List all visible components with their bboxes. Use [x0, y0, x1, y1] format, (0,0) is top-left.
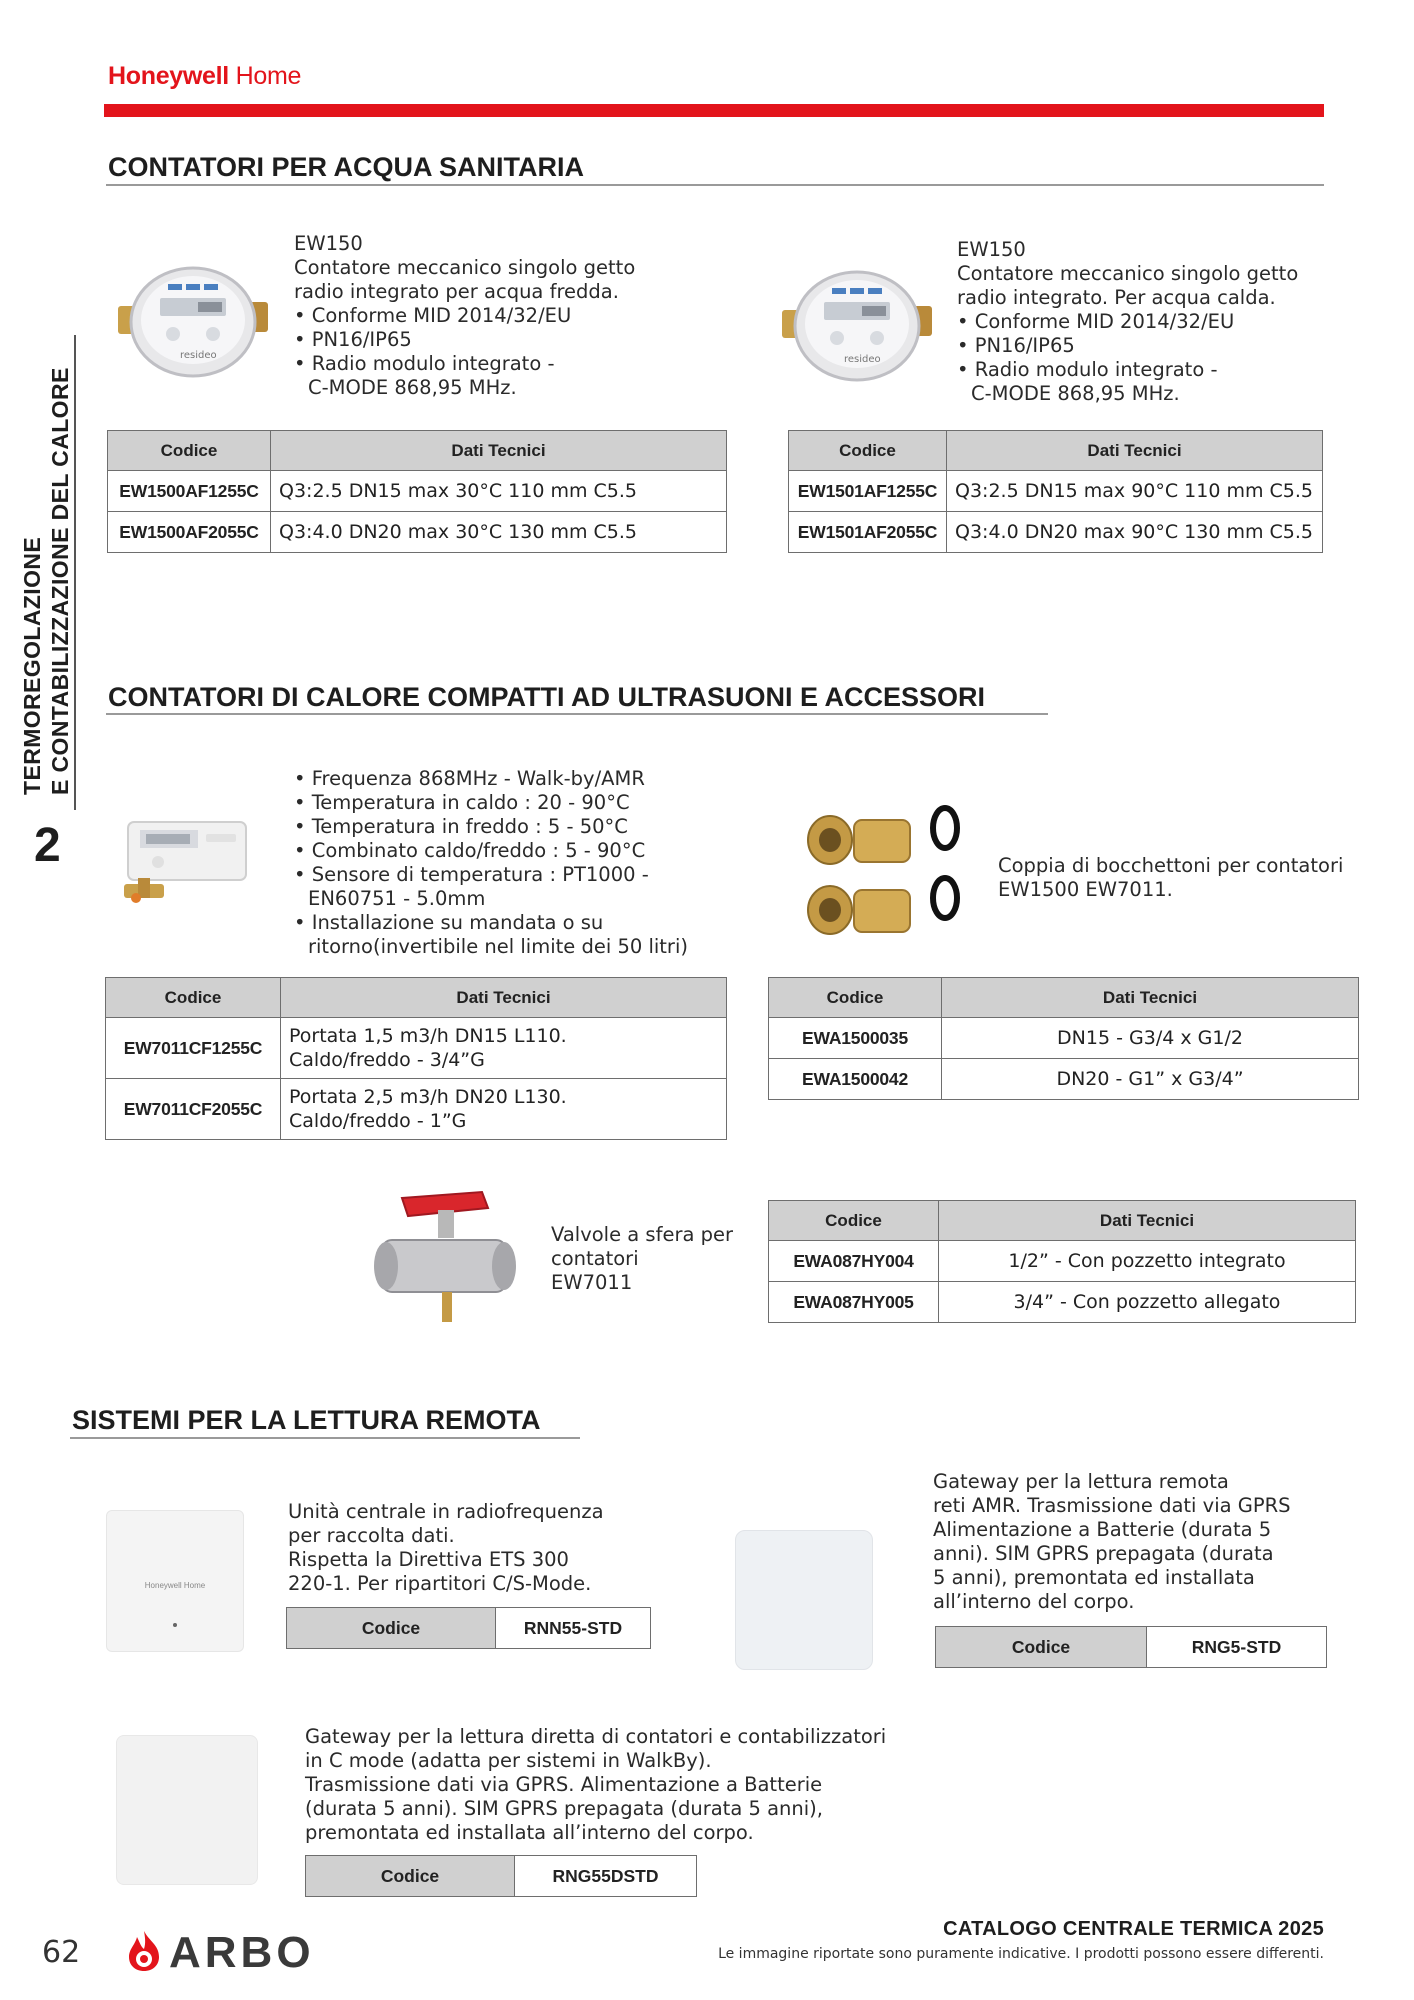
heat-meter-image [118, 800, 258, 910]
table-cell-code: EWA1500035 [769, 1018, 942, 1059]
table-cell-data: 3/4” - Con pozzetto allegato [939, 1282, 1356, 1323]
code-label: Codice [306, 1856, 515, 1896]
description-line: EW1500 EW7011. [998, 878, 1173, 901]
section-divider [106, 184, 1324, 186]
table-cell-code: EW7011CF1255C [106, 1018, 281, 1079]
code-value: RNG5-STD [1147, 1627, 1326, 1667]
description-line: 220-1. Per ripartitori C/S-Mode. [288, 1572, 592, 1595]
table-cell-data: Q3:4.0 DN20 max 90°C 130 mm C5.5 [947, 512, 1323, 553]
bullet-item: • Frequenza 868MHz - Walk-by/AMR [294, 767, 645, 790]
table-row [769, 1018, 1359, 1059]
svg-text:resideo: resideo [180, 350, 217, 361]
flame-icon [125, 1929, 163, 1977]
description-line: (durata 5 anni). SIM GPRS prepagata (durata 5 anni), [305, 1797, 823, 1820]
data-line: Portata 1,5 m3/h DN15 L110. [289, 1025, 567, 1047]
table-cell-code: EWA1500042 [769, 1059, 942, 1100]
description-line: premontata ed installata all’interno del corpo. [305, 1821, 754, 1844]
fittings-description [998, 854, 1358, 902]
ultrasonic-table [105, 977, 727, 1140]
valves-description [551, 1223, 751, 1295]
ball-valve-image [372, 1180, 522, 1340]
section-title-water-meters: CONTATORI PER ACQUA SANITARIA [108, 152, 584, 182]
description-line: Trasmissione dati via GPRS. Alimentazione a Batterie [305, 1773, 823, 1796]
table-cell-data: Q3:2.5 DN15 max 30°C 110 mm C5.5 [271, 471, 727, 512]
gateway-gprs-image [735, 1530, 873, 1670]
column-header-data: Dati Tecnici [942, 978, 1359, 1018]
ew150-hot-table [788, 430, 1323, 553]
water-meter-image [118, 262, 268, 382]
description-line: 5 anni), premontata ed installata [933, 1566, 1255, 1589]
data-line: Portata 2,5 m3/h DN20 L130. [289, 1086, 567, 1108]
description-line: Alimentazione a Batterie (durata 5 [933, 1518, 1272, 1541]
table-cell-data [281, 1079, 727, 1140]
bullet-item: • Radio modulo integrato - [957, 358, 1218, 381]
table-cell-data [281, 1018, 727, 1079]
central-unit-code [286, 1607, 651, 1649]
column-header-data: Dati Tecnici [947, 431, 1323, 471]
section-divider [70, 1437, 580, 1439]
code-value: RNN55-STD [496, 1608, 650, 1648]
data-line: Caldo/freddo - 3/4”G [289, 1049, 485, 1071]
table-cell-code: EW1501AF1255C [789, 471, 947, 512]
table-row [789, 512, 1323, 553]
page-number: 62 [42, 1935, 81, 1970]
table-row [106, 1079, 727, 1140]
bullet-item: • Sensore di temperatura : PT1000 - [294, 863, 649, 886]
section-title-heat-meters: CONTATORI DI CALORE COMPATTI AD ULTRASUONI E ACCESSORI [108, 682, 985, 712]
description-line: Rispetta la Direttiva ETS 300 [288, 1548, 569, 1571]
column-header-code: Codice [106, 978, 281, 1018]
arbo-logo-text: ARBO [169, 1928, 315, 1977]
description-line: per raccolta dati. [288, 1524, 455, 1547]
central-unit-description [288, 1500, 708, 1596]
column-header-code: Codice [108, 431, 271, 471]
description-line: reti AMR. Trasmissione dati via GPRS [933, 1494, 1291, 1517]
table-cell-code: EW1500AF2055C [108, 512, 271, 553]
description-line: in C mode (adatta per sistemi in WalkBy). [305, 1749, 712, 1772]
bullet-item: • Combinato caldo/freddo : 5 - 90°C [294, 839, 646, 862]
description-line: contatori [551, 1247, 639, 1270]
code-label: Codice [287, 1608, 496, 1648]
table-cell-code: EWA087HY005 [769, 1282, 939, 1323]
bullet-item: • Temperatura in caldo : 20 - 90°C [294, 791, 630, 814]
description-line: all’interno del corpo. [933, 1590, 1135, 1613]
bullet-item-continued: ritorno(invertibile nel limite dei 50 litri) [308, 935, 688, 958]
table-cell-data: DN20 - G1” x G3/4” [942, 1059, 1359, 1100]
gateway-gprs-description [933, 1470, 1353, 1614]
header-red-bar [104, 104, 1324, 117]
column-header-code: Codice [789, 431, 947, 471]
disclaimer: Le immagine riportate sono puramente indicative. I prodotti possono essere differenti. [718, 1946, 1324, 1962]
description-line: radio integrato per acqua fredda. [294, 280, 619, 303]
code-label: Codice [936, 1627, 1147, 1667]
fittings-image [800, 800, 970, 955]
table-row [769, 1241, 1356, 1282]
table-row [108, 471, 727, 512]
description-line: Valvole a sfera per [551, 1223, 734, 1246]
bullet-item-continued: EN60751 - 5.0mm [308, 887, 486, 910]
gateway-cmode-code [305, 1855, 697, 1897]
bullet-item: • Temperatura in freddo : 5 - 50°C [294, 815, 628, 838]
column-header-data: Dati Tecnici [939, 1201, 1356, 1241]
description-line: Contatore meccanico singolo getto [957, 262, 1299, 285]
valves-table [768, 1200, 1356, 1323]
description-line: Contatore meccanico singolo getto [294, 256, 636, 279]
ultrasonic-description [294, 767, 734, 959]
catalog-title: CATALOGO CENTRALE TERMICA 2025 [943, 1918, 1324, 1940]
column-header-data: Dati Tecnici [281, 978, 727, 1018]
ew150-cold-table [107, 430, 727, 553]
table-cell-data: Q3:2.5 DN15 max 90°C 110 mm C5.5 [947, 471, 1323, 512]
data-line: Caldo/freddo - 1”G [289, 1110, 467, 1132]
bullet-item: • Conforme MID 2014/32/EU [957, 310, 1235, 333]
table-row [769, 1059, 1359, 1100]
ew150-cold-description [294, 232, 674, 400]
brand-name-rest: Home [228, 62, 302, 90]
column-header-data: Dati Tecnici [271, 431, 727, 471]
gateway-cmode-description [305, 1725, 925, 1845]
ew150-hot-description [957, 238, 1337, 406]
table-cell-data: 1/2” - Con pozzetto integrato [939, 1241, 1356, 1282]
table-cell-code: EW1500AF1255C [108, 471, 271, 512]
description-line: radio integrato. Per acqua calda. [957, 286, 1276, 309]
description-line: EW7011 [551, 1271, 633, 1294]
central-unit-image [106, 1510, 244, 1652]
chapter-title-line2: E CONTABILIZZAZIONE DEL CALORE [47, 367, 73, 795]
chapter-title [18, 275, 80, 795]
gateway-cmode-image [116, 1735, 258, 1885]
svg-text:resideo: resideo [844, 354, 881, 365]
table-cell-data: Q3:4.0 DN20 max 30°C 130 mm C5.5 [271, 512, 727, 553]
description-line: Coppia di bocchettoni per contatori [998, 854, 1344, 877]
brand-name-bold: Honeywell [108, 62, 229, 90]
brand-logo [108, 62, 301, 91]
code-value: RNG55DSTD [515, 1856, 696, 1896]
column-header-code: Codice [769, 1201, 939, 1241]
device-led [173, 1623, 177, 1627]
section-title-remote-reading: SISTEMI PER LA LETTURA REMOTA [72, 1405, 541, 1435]
bullet-item: • Radio modulo integrato - [294, 352, 555, 375]
table-cell-code: EWA087HY004 [769, 1241, 939, 1282]
gateway-gprs-code [935, 1626, 1327, 1668]
bullet-item: • Conforme MID 2014/32/EU [294, 304, 572, 327]
bullet-item-continued: C-MODE 868,95 MHz. [971, 382, 1180, 405]
table-row [106, 1018, 727, 1079]
bullet-item: • Installazione su mandata o su [294, 911, 604, 934]
bullet-item: • PN16/IP65 [294, 328, 412, 351]
fittings-table [768, 977, 1359, 1100]
table-cell-code: EW7011CF2055C [106, 1079, 281, 1140]
table-cell-code: EW1501AF2055C [789, 512, 947, 553]
device-brand-label: Honeywell Home [144, 1581, 206, 1590]
arbo-logo [125, 1928, 315, 1978]
table-row [108, 512, 727, 553]
water-meter-image [782, 266, 932, 386]
table-row [789, 471, 1323, 512]
chapter-divider [74, 335, 76, 810]
table-cell-data: DN15 - G3/4 x G1/2 [942, 1018, 1359, 1059]
section-divider [106, 713, 1048, 715]
bullet-item: • PN16/IP65 [957, 334, 1075, 357]
product-name: EW150 [957, 238, 1026, 261]
table-row [769, 1282, 1356, 1323]
description-line: anni). SIM GPRS prepagata (durata [933, 1542, 1274, 1565]
description-line: Unità centrale in radiofrequenza [288, 1500, 604, 1523]
chapter-title-line1: TERMOREGOLAZIONE [19, 536, 45, 795]
column-header-code: Codice [769, 978, 942, 1018]
description-line: Gateway per la lettura remota [933, 1470, 1229, 1493]
bullet-item-continued: C-MODE 868,95 MHz. [308, 376, 517, 399]
chapter-side-label [18, 335, 80, 855]
description-line: Gateway per la lettura diretta di contatori e contabilizzatori [305, 1725, 887, 1748]
product-name: EW150 [294, 232, 363, 255]
chapter-number: 2 [34, 819, 61, 872]
